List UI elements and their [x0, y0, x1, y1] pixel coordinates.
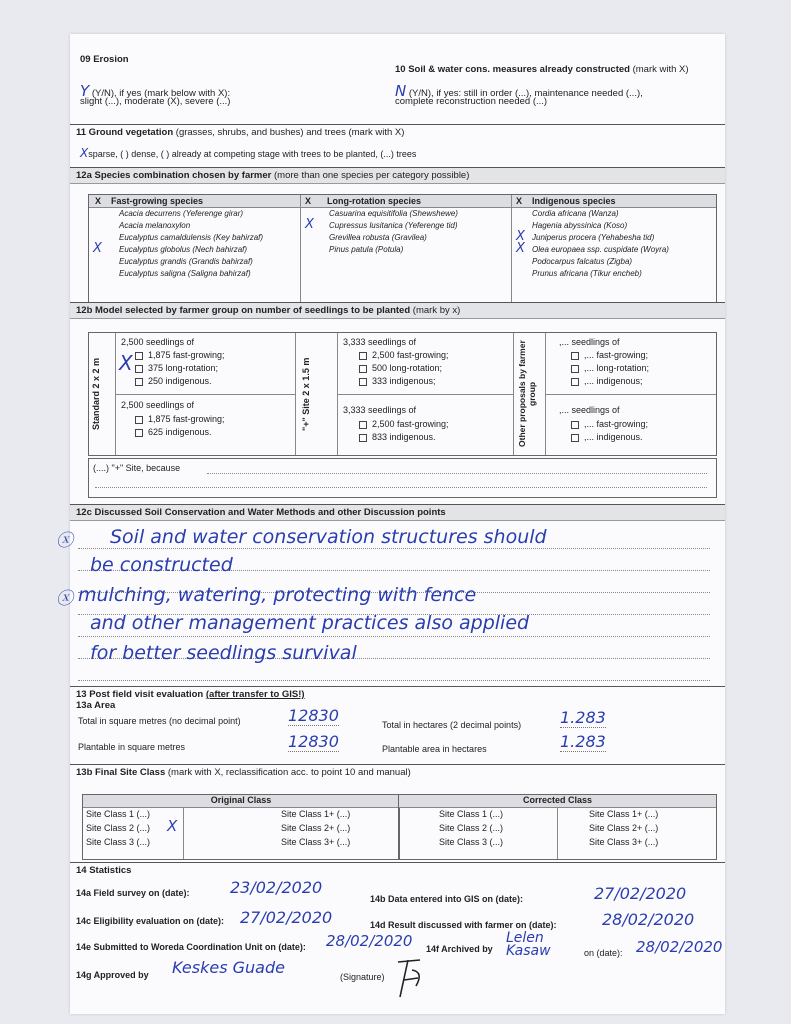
model-grid — [88, 332, 717, 456]
p2-head: 3,333 seedlings of — [343, 405, 417, 415]
mark-x-cupressus: X — [305, 217, 314, 232]
total-sqm-label: Total in square metres (no decimal point) — [78, 716, 241, 726]
mark-x-eucalyptus-globolus: X — [93, 241, 102, 256]
discussion-line: Soil and water conservation structures should — [110, 526, 547, 548]
species-table — [88, 194, 717, 304]
long-item: Cupressus lusitanica (Yeferenge tid) — [329, 221, 458, 230]
o1-item: ,... long-rotation; — [571, 363, 649, 373]
o2-head: ,... seedlings of — [559, 405, 620, 415]
stat-14a-label: 14a Field survey on (date): — [76, 888, 190, 898]
long-item: Pinus patula (Potula) — [329, 245, 404, 254]
fast-head: Fast-growing species — [111, 196, 204, 206]
orig-class: Site Class 1 (...) — [86, 809, 151, 819]
species-title: 12a Species combination chosen by farmer (more than one species per category possible) — [70, 167, 725, 184]
mark-x-standard: X — [119, 351, 133, 375]
stat-14d-label: 14d Result discussed with farmer on (date): — [370, 920, 557, 930]
final-title: 13b Final Site Class (mark with X, reclassification acc. to point 10 and manual) — [70, 764, 725, 780]
ind-item: Juniperus procera (Yehabesha tid) — [532, 233, 655, 242]
total-ha-value: 1.283 — [560, 708, 606, 727]
ind-item: Prunus africana (Tikur encheb) — [532, 269, 642, 278]
stat-14f-value: 28/02/2020 — [636, 938, 723, 956]
plantable-ha-label: Plantable area in hectares — [382, 744, 487, 754]
fast-item: Eucalyptus saligna (Saligna bahirzaf) — [119, 269, 251, 278]
erosion-value: Y — [80, 82, 90, 100]
o1-item: ,... indigenous; — [571, 376, 643, 386]
form-page — [56, 34, 725, 1014]
corr-class: Site Class 3 (...) — [439, 837, 504, 847]
o1-checkbox[interactable] — [571, 352, 579, 360]
long-item: Grevillea robusta (Gravilea) — [329, 233, 427, 242]
stat-14b-value: 27/02/2020 — [594, 884, 687, 903]
orig-class: Site Class 3 (...) — [86, 837, 151, 847]
s1-item: 1,875 fast-growing; — [135, 350, 225, 360]
s1-head: 2,500 seedlings of — [121, 337, 195, 347]
s2-head: 2,500 seedlings of — [121, 400, 195, 410]
fast-x-label: X — [95, 196, 102, 206]
o2-checkbox[interactable] — [571, 421, 579, 429]
corr-class-plus: Site Class 2+ (...) — [589, 823, 659, 833]
site-because: (....) "+" Site, because — [93, 463, 181, 473]
ind-x-label: X — [516, 196, 523, 206]
signature-scribble-icon — [390, 952, 430, 1002]
stat-14d-value: 28/02/2020 — [602, 910, 695, 929]
discussion-line: be constructed — [90, 554, 233, 576]
p1-item: 333 indigenous; — [359, 376, 436, 386]
ground-text: Xsparse, ( ) dense, ( ) already at competing stage with trees to be planted, (...) trees — [80, 146, 417, 160]
s2-item: 1,875 fast-growing; — [135, 414, 225, 424]
ind-head: Indigenous species — [532, 196, 616, 206]
fast-item: Eucalyptus globolus (Nech bahirzaf) — [119, 245, 248, 254]
section-post-visit — [70, 686, 725, 847]
original-class-table — [82, 794, 400, 860]
s2-checkbox[interactable] — [135, 429, 143, 437]
p1-item: 2,500 fast-growing; — [359, 350, 449, 360]
stats-title: 14 Statistics — [70, 862, 725, 878]
o2-checkbox[interactable] — [571, 434, 579, 442]
stat-14g-name: Keskes Guade — [172, 958, 285, 977]
stat-14e-label: 14e Submitted to Woreda Coordination Unit on (date): — [76, 942, 306, 952]
soilwater-value: N — [395, 82, 407, 100]
orig-head: Original Class — [83, 795, 399, 808]
discussion-line: for better seedlings survival — [90, 642, 357, 664]
total-ha-label: Total in hectares (2 decimal points) — [382, 720, 522, 730]
corr-class: Site Class 2 (...) — [439, 823, 504, 833]
discussion-line: and other management practices also applied — [90, 612, 530, 634]
long-item: Casuarina equisitifolia (Shewshewe) — [329, 209, 458, 218]
stat-14f-name: Lelen Kasaw — [506, 930, 551, 959]
orig-class-plus: Site Class 2+ (...) — [281, 823, 351, 833]
section-discussion — [56, 504, 725, 684]
fast-item: Eucalyptus camaldulensis (Key bahirzaf) — [119, 233, 264, 242]
s1-checkbox[interactable] — [135, 352, 143, 360]
total-sqm-value: 12830 — [288, 706, 339, 725]
mark-x-olea: X — [516, 241, 525, 256]
post-title: 13 Post field visit evaluation (after transfer to GIS!) — [70, 686, 725, 700]
stat-14g-label: 14g Approved by — [76, 970, 149, 980]
o2-item: ,... fast-growing; — [571, 419, 648, 429]
standard-label: Standard 2 x 2 m — [91, 357, 101, 431]
section-erosion-soilwater — [70, 54, 725, 124]
p2-item: 2,500 fast-growing; — [359, 419, 449, 429]
ind-item: Hagenia abyssinica (Koso) — [532, 221, 628, 230]
p1-item: 500 long-rotation; — [359, 363, 442, 373]
long-x-label: X — [305, 196, 312, 206]
soilwater-title: 10 Soil & water cons. measures already constructed (mark with X) — [395, 64, 689, 75]
stat-14f-label: 14f Archived by — [426, 944, 493, 954]
stat-14e-value: 28/02/2020 — [326, 932, 413, 950]
stat-14c-label: 14c Eligibility evaluation on (date): — [76, 916, 225, 926]
area-title: 13a Area — [76, 700, 116, 711]
stat-14b-label: 14b Data entered into GIS on (date): — [370, 894, 524, 904]
erosion-prompt: (Y/N), if yes (mark below with X): — [91, 88, 231, 99]
orig-class-plus: Site Class 1+ (...) — [281, 809, 351, 819]
corr-head: Corrected Class — [399, 795, 716, 808]
discussion-title: 12c Discussed Soil Conservation and Water Methods and other Discussion points — [70, 504, 725, 521]
long-head: Long-rotation species — [327, 196, 422, 206]
section-statistics — [70, 862, 725, 1012]
p2-checkbox[interactable] — [359, 421, 367, 429]
discussion-bullet-2: ⓧ — [56, 589, 73, 609]
s2-item: 625 indigenous. — [135, 427, 212, 437]
other-label: Other proposals by farmer group — [517, 340, 537, 448]
plantable-sqm-label: Plantable in square metres — [78, 742, 186, 752]
o1-item: ,... fast-growing; — [571, 350, 648, 360]
p1-checkbox[interactable] — [359, 378, 367, 386]
stat-14c-value: 27/02/2020 — [240, 908, 333, 927]
p1-checkbox[interactable] — [359, 352, 367, 360]
o1-checkbox[interactable] — [571, 378, 579, 386]
p2-checkbox[interactable] — [359, 434, 367, 442]
soilwater-line: N (Y/N), if yes: still in order (...), maintenance needed (...), — [395, 82, 643, 100]
s1-item: 250 indigenous. — [135, 376, 212, 386]
section-species — [70, 167, 725, 278]
s2-checkbox[interactable] — [135, 416, 143, 424]
section-model — [70, 302, 725, 473]
corr-class: Site Class 1 (...) — [439, 809, 504, 819]
erosion-title: 09 Erosion — [80, 54, 129, 65]
fast-item: Eucalyptus grandis (Grandis bahirzaf) — [119, 257, 253, 266]
s1-checkbox[interactable] — [135, 365, 143, 373]
p1-checkbox[interactable] — [359, 365, 367, 373]
erosion-options: slight (...), moderate (X), severe (...) — [80, 96, 231, 107]
stat-14f-on: on (date): — [584, 948, 623, 958]
ind-item: Podocarpus falcatus (Zigba) — [532, 257, 633, 266]
plantable-ha-value: 1.283 — [560, 732, 606, 751]
o1-head: ,... seedlings of — [559, 337, 620, 347]
s1-item: 375 long-rotation; — [135, 363, 218, 373]
site-label: "+" Site 2 x 1.5 m — [301, 357, 311, 431]
p2-item: 833 indigenous. — [359, 432, 436, 442]
s1-checkbox[interactable] — [135, 378, 143, 386]
o2-item: ,... indigenous. — [571, 432, 643, 442]
orig-class: Site Class 2 (...) — [86, 823, 151, 833]
o1-checkbox[interactable] — [571, 365, 579, 373]
ground-title: 11 Ground vegetation (grasses, shrubs, and bushes) and trees (mark with X) — [70, 124, 725, 140]
section-ground-vegetation — [70, 124, 725, 166]
corr-class-plus: Site Class 1+ (...) — [589, 809, 659, 819]
discussion-bullet-1: ⓧ — [56, 531, 73, 551]
corrected-class-table — [398, 794, 717, 860]
ind-item: Olea europaea ssp. cuspidate (Woyra) — [532, 245, 669, 254]
ind-item: Cordia africana (Wanza) — [532, 209, 619, 218]
stat-14g-signature-label: (Signature) — [340, 972, 385, 982]
discussion-line: mulching, watering, protecting with fence — [78, 584, 477, 606]
stat-14a-value: 23/02/2020 — [230, 878, 323, 897]
corr-class-plus: Site Class 3+ (...) — [589, 837, 659, 847]
mark-x-site-class-2: X — [167, 817, 178, 835]
model-title: 12b Model selected by farmer group on number of seedlings to be planted (mark by x) — [70, 302, 725, 319]
orig-class-plus: Site Class 3+ (...) — [281, 837, 351, 847]
site-because-box — [88, 458, 717, 498]
mark-x-juniperus: X — [516, 229, 525, 244]
plantable-sqm-value: 12830 — [288, 732, 339, 751]
p1-head: 3,333 seedlings of — [343, 337, 417, 347]
fast-item: Acacia melanoxylon — [119, 221, 191, 230]
fast-item: Acacia decurrens (Yeferenge girar) — [119, 209, 244, 218]
soilwater-line2: complete reconstruction needed (...) — [395, 96, 548, 107]
